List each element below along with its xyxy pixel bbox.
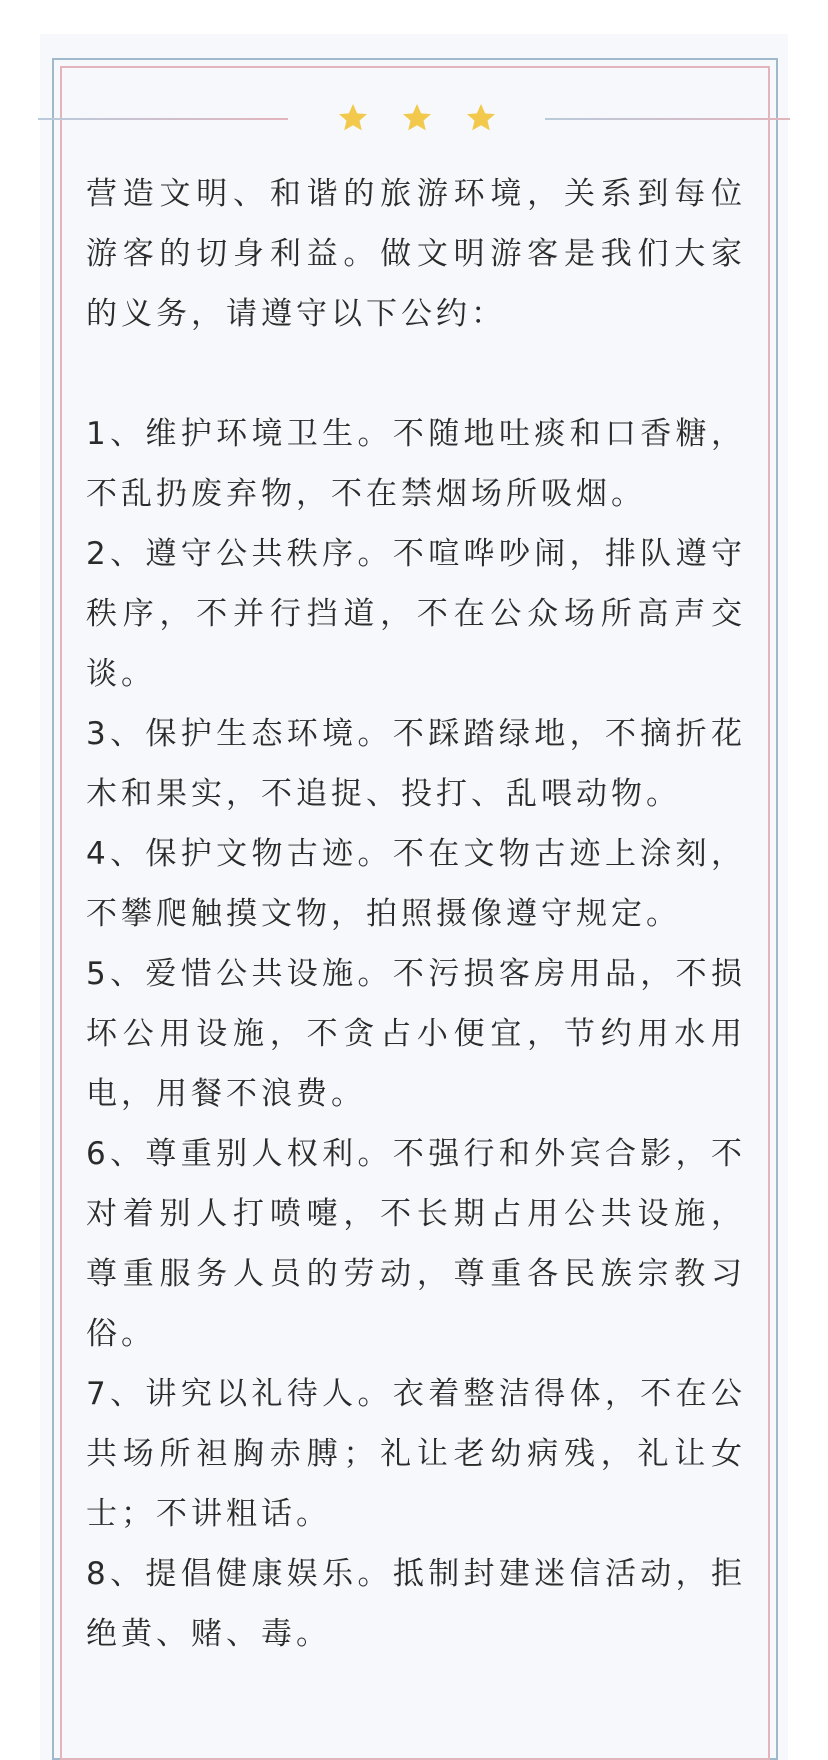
- stars-ornament: [288, 96, 545, 140]
- rule-item-2: 2、遵守公共秩序。不喧哗吵闹，排队遵守秩序，不并行挡道，不在公众场所高声交谈。: [86, 536, 746, 692]
- star-icon: [401, 102, 433, 134]
- rule-item-8: 8、提倡健康娱乐。抵制封建迷信活动，拒绝黄、赌、毒。: [86, 1556, 746, 1652]
- rule-item-5: 5、爱惜公共设施。不污损客房用品，不损坏公用设施，不贪占小便宜，节约用水用电，用餐不浪费。: [86, 956, 746, 1112]
- convention-text: [86, 164, 746, 1664]
- rule-item-6: 6、尊重别人权利。不强行和外宾合影，不对着别人打喷嚏，不长期占用公共设施，尊重服务人员的劳动，尊重各民族宗教习俗。: [86, 1136, 746, 1352]
- star-icon: [465, 102, 497, 134]
- rule-item-1: 1、维护环境卫生。不随地吐痰和口香糖，不乱扔废弃物，不在禁烟场所吸烟。: [86, 416, 746, 512]
- rule-item-3: 3、保护生态环境。不踩踏绿地，不摘折花木和果实，不追捉、投打、乱喂动物。: [86, 716, 746, 812]
- divider-line-right: [545, 118, 790, 120]
- intro-paragraph: 营造文明、和谐的旅游环境，关系到每位游客的切身利益。做文明游客是我们大家的义务，请遵守以下公约：: [86, 176, 746, 332]
- rule-item-4: 4、保护文物古迹。不在文物古迹上涂刻，不攀爬触摸文物，拍照摄像遵守规定。: [86, 836, 746, 932]
- star-icon: [337, 102, 369, 134]
- rule-item-7: 7、讲究以礼待人。衣着整洁得体，不在公共场所袒胸赤膊；礼让老幼病残，礼让女士；不讲粗话。: [86, 1376, 746, 1532]
- divider-line-left: [38, 118, 288, 120]
